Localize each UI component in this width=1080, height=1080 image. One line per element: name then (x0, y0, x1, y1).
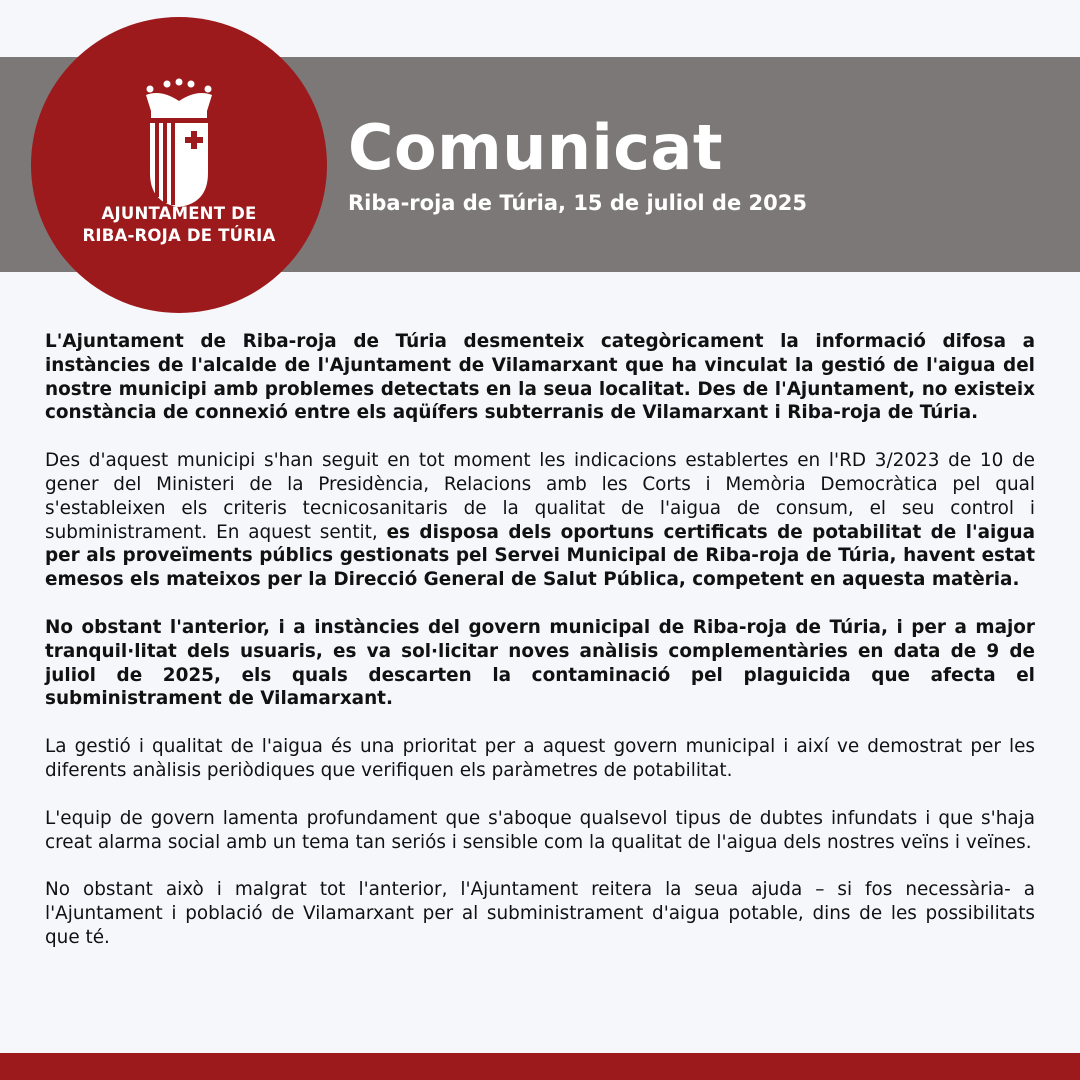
paragraph-1-text: L'Ajuntament de Riba-roja de Túria desmenteix categòricament la informació difosa a instàncies de l'alcalde de l'Ajuntament de Vilamarxant que ha vinculat la gestió de l'aigua del nostre municipi amb problemes detectats en la seua localitat. Des de l'Ajuntament, no existeix constància de connexió entre els aqüífers subterranis de Vilamarxant i Riba-roja de Túria. (45, 331, 1035, 424)
communique-body (45, 330, 1035, 974)
logo-line-1: AJUNTAMENT DE (101, 204, 257, 223)
paragraph-2-regular: Des d'aquest municipi s'han seguit en tot moment les indicacions establertes en l'RD 3/2023 de 10 de gener del Ministeri de la Presidència, Relacions amb les Corts i Memòria Democràtica pel qual s'estableixen els criteris tecnicosanitaris de la qualitat de l'aigua de consum, el seu control i subministrament. En aquest sentit, (45, 450, 1035, 543)
paragraph-6: No obstant això i malgrat tot l'anterior, l'Ajuntament reitera la seua ajuda – si fos necessària- a l'Ajuntament i població de Vilamarxant per al subministrament d'aigua potable, dins de les possibilitats que té. (45, 879, 1035, 948)
date-subtitle: Riba-roja de Túria, 15 de juliol de 2025 (348, 191, 807, 215)
crowned-coat-of-arms-icon (141, 77, 217, 209)
paragraph-1 (45, 330, 1035, 425)
logo-line-2: RIBA-ROJA DE TÚRIA (82, 226, 276, 245)
paragraph-2 (45, 449, 1035, 592)
paragraph-4: La gestió i qualitat de l'aigua és una prioritat per a aquest govern municipal i així ve demostrat per les diferents anàlisis periòdiques que verifiquen els paràmetres de potabilitat. (45, 736, 1035, 781)
municipal-logo (31, 17, 327, 313)
footer-bar (0, 1053, 1080, 1080)
paragraph-3-text: No obstant l'anterior, i a instàncies del govern municipal de Riba-roja de Túria, i per a major tranquil·litat dels usuaris, es va sol·licitar noves anàlisis complementàries en data de 9 de juliol de 2025, els quals descarten la contaminació pel plaguicida que afecta el subministrament de Vilamarxant. (45, 616, 1035, 710)
logo-text (31, 203, 327, 247)
paragraph-2-bold: es disposa dels oportuns certificats de potabilitat de l'aigua per als proveïments públics gestionats pel Servei Municipal de Riba-roja de Túria, havent estat emesos els mateixos per la Direcció General de Salut Pública, competent en aquesta matèria. (45, 521, 1035, 591)
paragraph-5: L'equip de govern lamenta profundament que s'aboque qualsevol tipus de dubtes infundats i que s'haja creat alarma social amb un tema tan seriós i sensible com la qualitat de l'aigua dels nostres veïns i veïnes. (45, 807, 1035, 853)
paragraph-3 (45, 616, 1035, 711)
page-title: Comunicat (348, 111, 723, 184)
